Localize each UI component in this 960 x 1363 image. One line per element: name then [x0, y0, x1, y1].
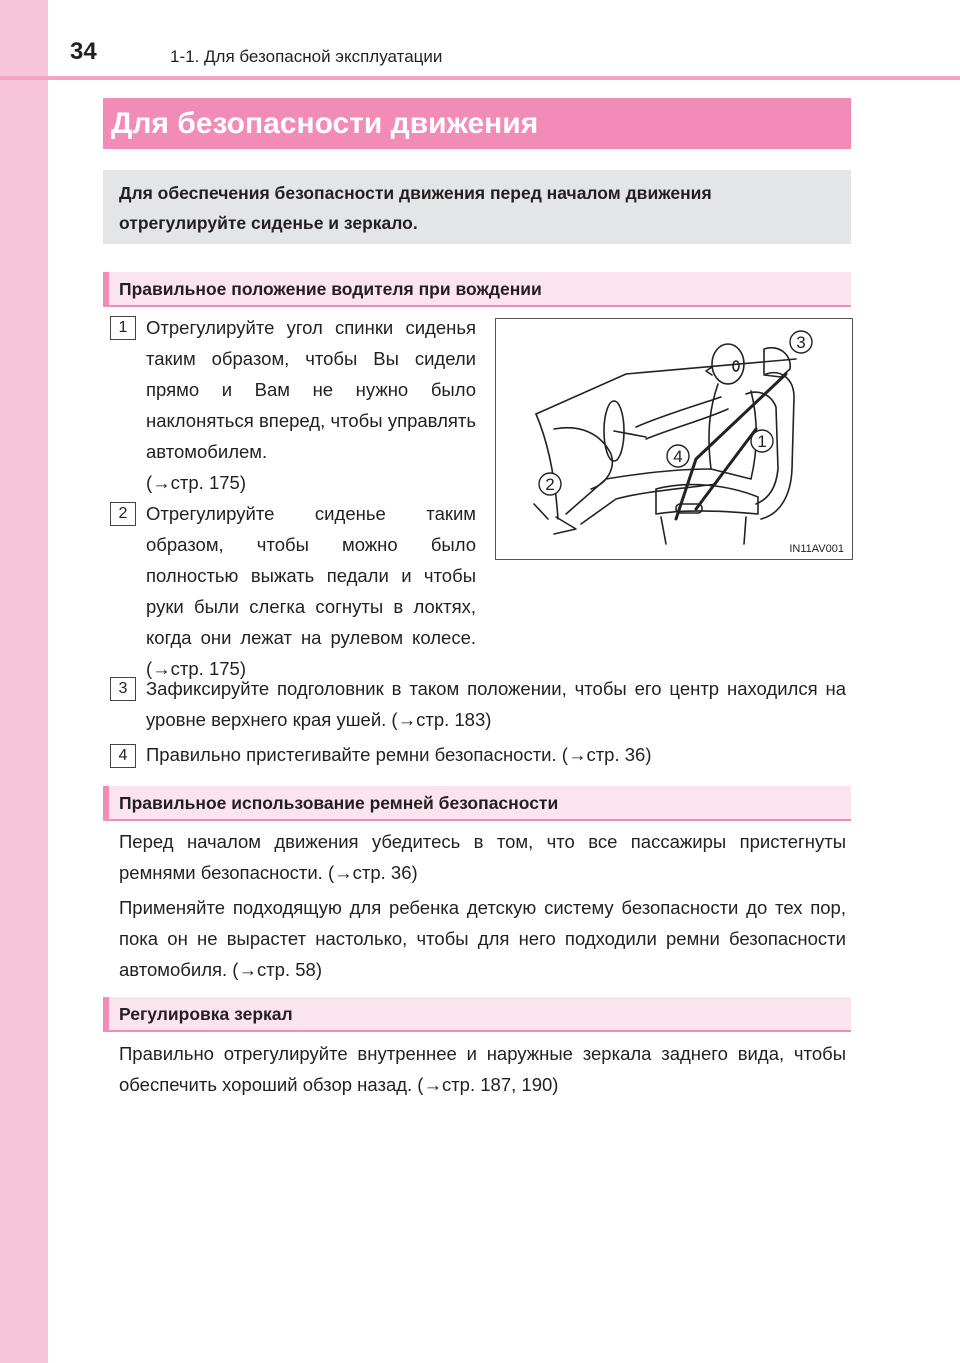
item-3-text: Зафиксируйте подголовник в таком положении, чтобы его центр находился на уровне верхнего края ушей. (→стр. 183)	[146, 678, 846, 730]
item-1-body: Отрегулируйте угол спинки сиденья таким образом, чтобы Вы сидели прямо и Вам не нужно было наклоняться вперед, чтобы управлять автомобилем.	[146, 317, 476, 462]
seatbelt-paragraph-1: Перед началом движения убедитесь в том, что все пассажиры пристегнуты ремнями безопасности. (→стр. 36)	[119, 831, 846, 883]
item-number-2: 2	[110, 502, 136, 526]
running-head: 1-1. Для безопасной эксплуатации	[170, 47, 443, 66]
side-strip	[0, 0, 48, 1363]
seatbelt-paragraph-2: Применяйте подходящую для ребенка детскую систему безопасности до тех пор, пока он не вырастет настолько, чтобы для него подходили ремни безопасности автомобиля. (→стр. 58)	[119, 897, 846, 980]
item-4-text: Правильно пристегивайте ремни безопасности. (→стр. 36)	[146, 744, 652, 765]
item-number-3: 3	[110, 677, 136, 701]
callout-label-4: 4	[673, 447, 683, 466]
section-heading-text: Правильное использование ремней безопасности	[119, 793, 559, 813]
section-heading-text: Правильное положение водителя при вождении	[119, 279, 542, 299]
item-1-text	[146, 312, 476, 498]
section-heading-driver-position	[103, 272, 851, 307]
callout-label-2: 2	[545, 475, 555, 494]
item-number-4: 4	[110, 744, 136, 768]
section-heading-text: Регулировка зеркал	[119, 1004, 293, 1024]
item-2-text: Отрегулируйте сиденье таким образом, чтобы можно было полностью выжать педали и чтобы руки были слегка согнуты в локтях, когда они лежат на рулевом колесе. (→стр. 175)	[146, 503, 476, 679]
intro-box	[103, 170, 851, 244]
callout-label-1: 1	[757, 432, 767, 451]
page-title: Для безопасности движения	[111, 107, 539, 140]
seat-position-figure	[495, 318, 853, 560]
item-1-ref: (→стр. 175)	[146, 472, 246, 493]
page-number: 34	[70, 38, 97, 65]
header-rule	[0, 76, 960, 80]
section-heading-seatbelts	[103, 786, 851, 821]
page-title-bar	[103, 98, 851, 149]
driver-illustration	[496, 319, 852, 559]
figure-code: IN11AV001	[789, 543, 844, 555]
callout-label-3: 3	[796, 333, 806, 352]
intro-text: Для обеспечения безопасности движения перед началом движения отрегулируйте сиденье и зеркало.	[119, 183, 712, 233]
section-heading-mirrors	[103, 997, 851, 1032]
mirrors-paragraph: Правильно отрегулируйте внутреннее и наружные зеркала заднего вида, чтобы обеспечить хороший обзор назад. (→стр. 187, 190)	[119, 1043, 846, 1095]
item-number-1: 1	[110, 316, 136, 340]
